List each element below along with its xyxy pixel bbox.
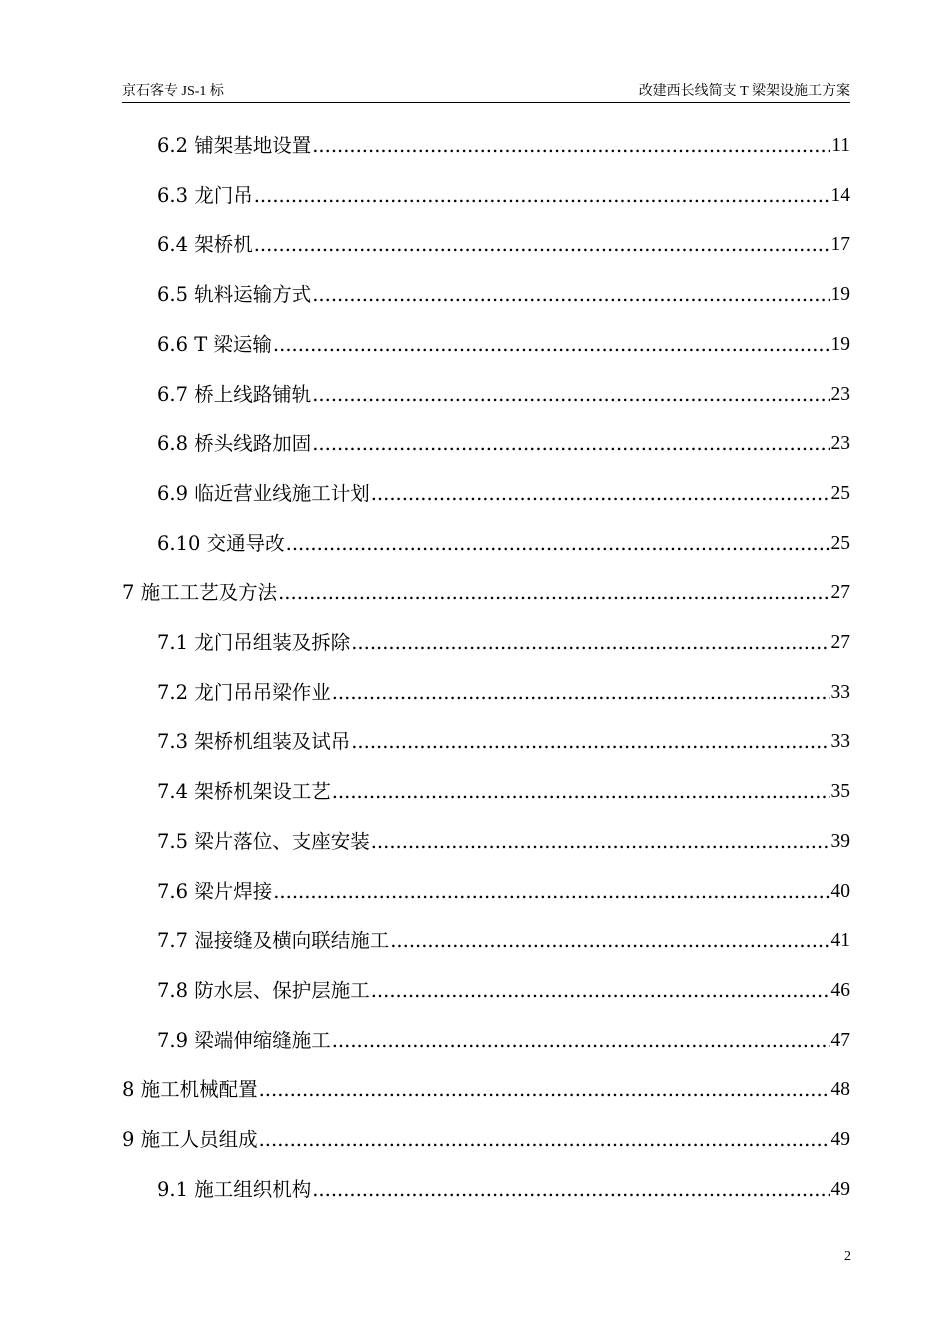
toc-entry[interactable] [157, 181, 850, 211]
toc-entry[interactable] [157, 529, 850, 559]
toc-dot-leader [332, 678, 830, 708]
page-header [122, 78, 850, 103]
toc-dot-leader [259, 1125, 830, 1155]
toc-entry[interactable] [157, 479, 850, 509]
toc-entry-page-number: 46 [830, 980, 850, 1001]
toc-entry[interactable] [157, 280, 850, 310]
toc-dot-leader [371, 479, 830, 509]
toc-entry-label: 6.6 T 梁运输 [157, 333, 272, 356]
toc-entry-page-number: 40 [830, 881, 850, 902]
toc-entry-label: 7.5 梁片落位、支座安装 [157, 830, 370, 853]
toc-entry[interactable] [157, 1026, 850, 1056]
toc-dot-leader [332, 1026, 830, 1056]
toc-dot-leader [259, 1075, 830, 1105]
toc-entry[interactable] [157, 827, 850, 857]
toc-dot-leader [312, 429, 829, 459]
toc-entry-label: 6.10 交通导改 [157, 532, 285, 555]
toc-entry-page-number: 49 [830, 1179, 850, 1200]
toc-entry-page-number: 33 [830, 731, 850, 752]
toc-entry-label: 6.8 桥头线路加固 [157, 432, 312, 455]
toc-entry[interactable] [157, 380, 850, 410]
toc-dot-leader [371, 976, 830, 1006]
toc-entry-label: 6.5 轨料运输方式 [157, 283, 312, 306]
toc-dot-leader [254, 181, 830, 211]
toc-entry-page-number: 49 [830, 1129, 850, 1150]
toc-entry-page-number: 23 [830, 433, 850, 454]
toc-entry-page-number: 27 [830, 582, 850, 603]
toc-entry[interactable] [157, 777, 850, 807]
toc-entry[interactable] [157, 1175, 850, 1205]
toc-entry-page-number: 41 [830, 930, 850, 951]
toc-dot-leader [273, 330, 830, 360]
toc-dot-leader [371, 827, 830, 857]
header-project-name: 京石客专 JS-1 标 [122, 84, 224, 99]
toc-entry-page-number: 17 [830, 234, 850, 255]
toc-entry-label: 7.3 架桥机组装及试吊 [157, 730, 351, 753]
toc-entry[interactable] [157, 131, 850, 161]
toc-entry-label: 9 施工人员组成 [122, 1128, 258, 1151]
toc-entry-label: 7.2 龙门吊吊梁作业 [157, 681, 331, 704]
toc-entry-label: 7.1 龙门吊组装及拆除 [157, 631, 351, 654]
toc-entry[interactable] [157, 727, 850, 757]
toc-entry[interactable] [157, 628, 850, 658]
toc-dot-leader [286, 529, 830, 559]
toc-entry[interactable] [122, 578, 850, 608]
toc-entry-page-number: 23 [830, 384, 850, 405]
toc-dot-leader [273, 877, 829, 907]
toc-dot-leader [312, 1175, 829, 1205]
toc-entry-label: 6.4 架桥机 [157, 233, 253, 256]
toc-entry-page-number: 25 [830, 533, 850, 554]
toc-entry-label: 7.6 梁片焊接 [157, 880, 273, 903]
toc-entry-page-number: 35 [830, 781, 850, 802]
toc-entry-label: 7.9 梁端伸缩缝施工 [157, 1029, 331, 1052]
toc-entry[interactable] [157, 877, 850, 907]
page-number: 2 [844, 1249, 851, 1264]
toc-entry-label: 6.3 龙门吊 [157, 184, 253, 207]
toc-entry-page-number: 19 [830, 334, 850, 355]
toc-entry-label: 9.1 施工组织机构 [157, 1178, 312, 1201]
toc-entry-page-number: 33 [830, 682, 850, 703]
toc-entry-page-number: 14 [830, 185, 850, 206]
toc-entry-page-number: 19 [830, 284, 850, 305]
toc-dot-leader [278, 578, 829, 608]
toc-entry-label: 6.2 铺架基地设置 [157, 134, 312, 157]
toc-dot-leader [312, 280, 829, 310]
toc-entry-label: 6.7 桥上线路铺轨 [157, 383, 312, 406]
toc-entry-page-number: 25 [830, 483, 850, 504]
toc-entry[interactable] [157, 976, 850, 1006]
toc-entry-label: 7.4 架桥机架设工艺 [157, 780, 331, 803]
toc-dot-leader [351, 727, 829, 757]
header-document-title: 改建西长线简支 T 梁架设施工方案 [638, 84, 850, 99]
toc-entry-page-number: 27 [830, 632, 850, 653]
toc-dot-leader [312, 131, 830, 161]
toc-entry[interactable] [122, 1075, 850, 1105]
toc-entry[interactable] [122, 1125, 850, 1155]
toc-entry[interactable] [157, 230, 850, 260]
toc-dot-leader [254, 230, 830, 260]
toc-entry-label: 7.8 防水层、保护层施工 [157, 979, 370, 1002]
toc-entry-label: 8 施工机械配置 [122, 1078, 258, 1101]
toc-entry[interactable] [157, 330, 850, 360]
toc-entry[interactable] [157, 429, 850, 459]
toc-dot-leader [332, 777, 830, 807]
toc-entry-page-number: 39 [830, 831, 850, 852]
toc-entry-page-number: 48 [830, 1079, 850, 1100]
toc-entry-label: 7 施工工艺及方法 [122, 581, 278, 604]
toc-entry[interactable] [157, 678, 850, 708]
toc-entry-page-number: 11 [831, 135, 850, 156]
toc-entry-label: 6.9 临近营业线施工计划 [157, 482, 370, 505]
toc-entry-label: 7.7 湿接缝及横向联结施工 [157, 929, 390, 952]
toc-dot-leader [351, 628, 829, 658]
toc-dot-leader [390, 926, 829, 956]
toc-entry-page-number: 47 [830, 1030, 850, 1051]
toc-entry[interactable] [157, 926, 850, 956]
toc-dot-leader [312, 380, 829, 410]
